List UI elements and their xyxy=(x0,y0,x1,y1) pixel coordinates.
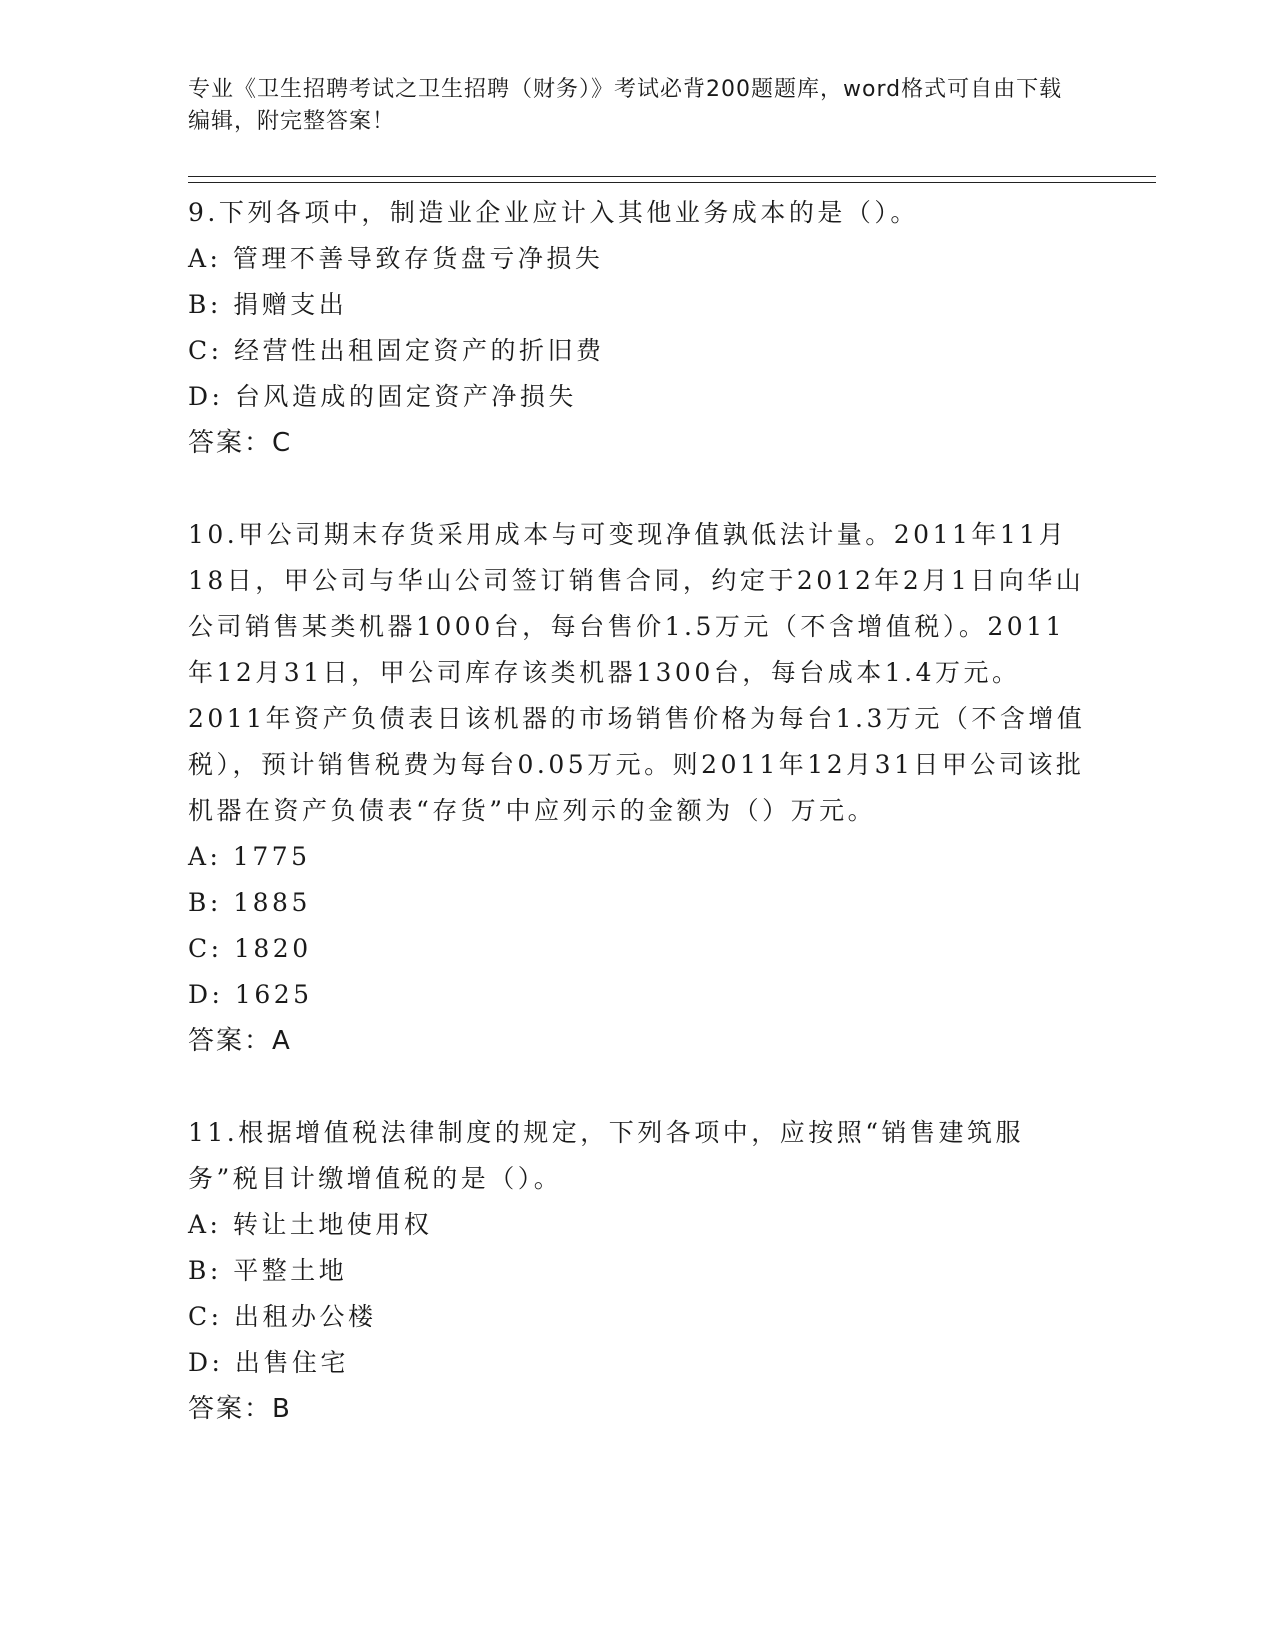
option-b: B: 捐赠支出 xyxy=(188,290,348,319)
option-a: A: 转让土地使用权 xyxy=(188,1210,433,1239)
document-header: 专业《卫生招聘考试之卫生招聘（财务）》考试必背200题题库，word格式可自由下载编辑，附完整答案！ xyxy=(188,77,1063,134)
header-divider-top xyxy=(188,176,1156,177)
question-stem: 9.下列各项中，制造业企业应计入其他业务成本的是（）。 xyxy=(188,198,919,227)
question-stem: 10.甲公司期末存货采用成本与可变现净值孰低法计量。2011年11月18日，甲公司与华山公司签订销售合同，约定于2012年2月1日向华山公司销售某类机器1000台，每台售价1.5万元（不含增值税）。2011年12月31日，甲公司库存该类机器1300台，每台成本1.4万元。2011年资产负债表日该机器的市场销售价格为每台1.3万元（不含增值税），预计销售税费为每台0.05万元。则2011年12月31日甲公司该批机器在资产负债表“存货”中应列示的金额为（）万元。 xyxy=(188,520,1086,825)
answer-label: 答案：B xyxy=(188,1394,292,1424)
option-b: B: 1885 xyxy=(188,888,311,917)
option-c: C: 1820 xyxy=(188,934,312,963)
question-10 xyxy=(188,512,1088,1064)
question-list xyxy=(188,190,1088,1432)
option-c: C: 经营性出租固定资产的折旧费 xyxy=(188,336,605,365)
option-d: D: 台风造成的固定资产净损失 xyxy=(188,382,577,411)
question-stem: 11.根据增值税法律制度的规定，下列各项中，应按照“销售建筑服务”税目计缴增值税的是（）。 xyxy=(188,1118,1025,1193)
answer-label: 答案：C xyxy=(188,428,293,458)
option-a: A: 管理不善导致存货盘亏净损失 xyxy=(188,244,604,273)
question-9 xyxy=(188,190,1088,466)
option-d: D: 出售住宅 xyxy=(188,1348,349,1377)
option-c: C: 出租办公楼 xyxy=(188,1302,377,1331)
option-b: B: 平整土地 xyxy=(188,1256,348,1285)
header-divider-bottom xyxy=(188,182,1156,183)
question-11 xyxy=(188,1110,1088,1432)
answer-label: 答案：A xyxy=(188,1026,292,1056)
option-d: D: 1625 xyxy=(188,980,313,1009)
option-a: A: 1775 xyxy=(188,842,311,871)
